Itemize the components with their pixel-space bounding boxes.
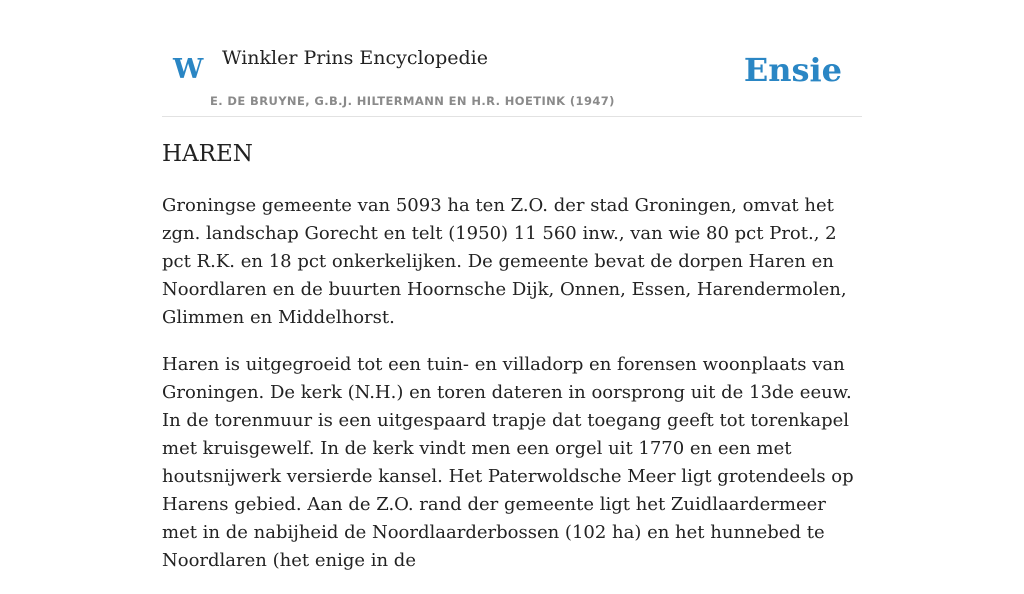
winkler-prins-logo-icon[interactable]: W [173,54,204,85]
ensie-logo[interactable]: Ensie [743,51,842,89]
article-title: HAREN [162,141,253,167]
source-header [162,0,862,117]
article-paragraph: Groningse gemeente van 5093 ha ten Z.O. der stad Groningen, omvat het zgn. landschap Gorecht en telt (1950) 11 560 inw., van wie 80 pct Prot., 2 pct R.K. en 18 pct onkerkelijken. De gemeente bevat de dorpen Haren en Noordlaren en de buurten Hoornsche Dijk, Onnen, Essen, Harendermolen, Glimmen en Middelhorst. [162,195,847,328]
article-paragraph: Haren is uitgegroeid tot een tuin- en villadorp en forensen woonplaats van Groningen. De kerk (N.H.) en toren dateren in oorsprong uit de 13de eeuw. In de torenmuur is een uitgespaard trapje dat toegang geeft tot torenkapel met kruisgewelf. In de kerk vindt men een orgel uit 1770 en een met houtsnijwerk versierde kansel. Het Paterwoldsche Meer ligt grotendeels op Harens gebied. Aan de Z.O. rand der gemeente ligt het Zuidlaardermeer met in de nabijheid de Noordlaarderbossen (102 ha) en het hunnebed te Noordlaren (het enige in de [162,354,854,571]
article-body [162,192,862,594]
source-authors: E. DE BRUYNE, G.B.J. HILTERMANN EN H.R. HOETINK (1947) [210,94,615,108]
source-title[interactable]: Winkler Prins Encyclopedie [222,47,488,69]
page [162,0,862,571]
